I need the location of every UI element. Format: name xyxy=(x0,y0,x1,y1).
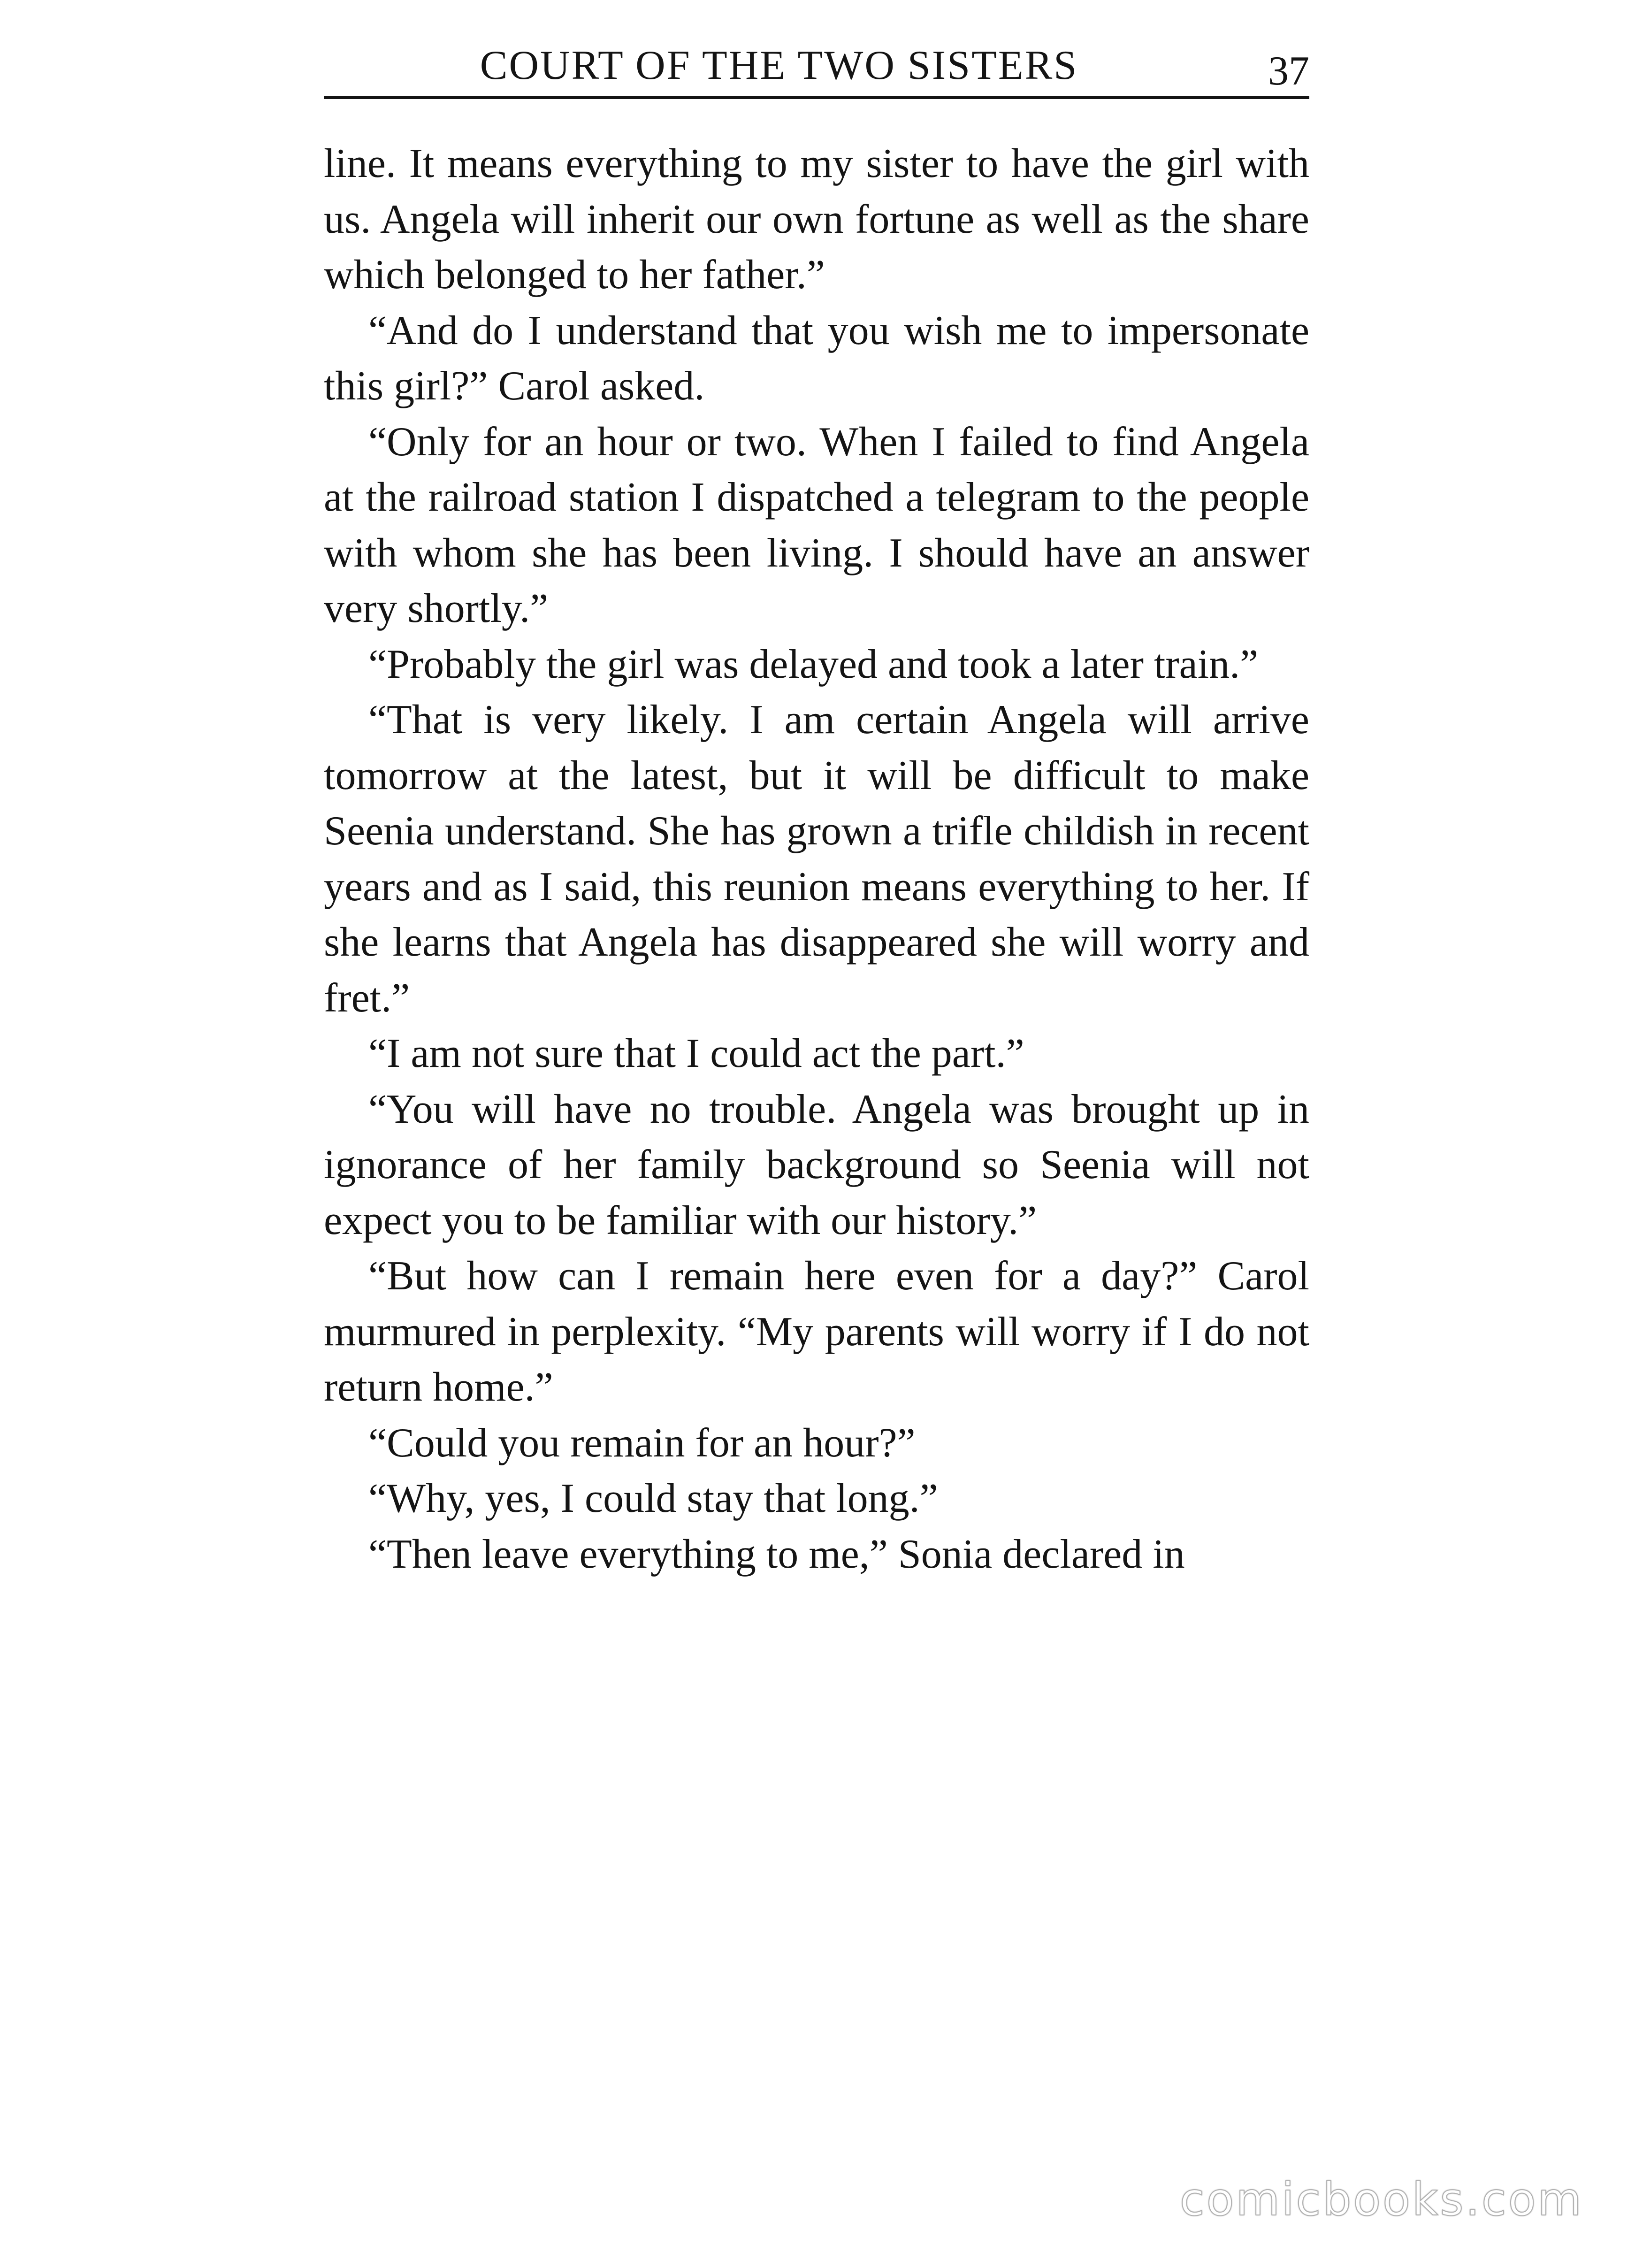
running-head xyxy=(324,38,1309,99)
body-text xyxy=(324,136,1309,1582)
paragraph-5: “That is very likely. I am certain Angela will arrive tomorrow at the latest, but it will be difficult to make Seenia understand. She has grown a trifle childish in recent years and as I said, this reunion means everything to her. If she learns that Angela has disappeared she will worry and fret.” xyxy=(324,697,1309,1021)
paragraph-11: “Then leave everything to me,” Sonia declared in xyxy=(368,1531,1185,1577)
paragraph-2: “And do I understand that you wish me to impersonate this girl?” Carol asked. xyxy=(324,307,1309,409)
paragraph-7: “You will have no trouble. Angela was brought up in ignorance of her family background so Seenia will not expect you to be familiar with our history.” xyxy=(324,1086,1309,1243)
paragraph-1: line. It means everything to my sister to have the girl with us. Angela will inherit our own fortune as well as the share which belonged to her father.” xyxy=(324,141,1309,298)
header-rule xyxy=(324,96,1309,99)
watermark: comicbooks.com xyxy=(1179,2173,1583,2226)
page-number: 37 xyxy=(1268,48,1309,94)
running-title: COURT OF THE TWO SISTERS xyxy=(480,43,1078,88)
paragraph-9: “Could you remain for an hour?” xyxy=(368,1420,916,1466)
paragraph-6: “I am not sure that I could act the part.” xyxy=(368,1031,1024,1076)
paragraph-4: “Probably the girl was delayed and took a later train.” xyxy=(368,641,1259,687)
paragraph-8: “But how can I remain here even for a day?” Carol murmured in perplexity. “My parents will worry if I do not return home.” xyxy=(324,1253,1309,1410)
paragraph-3: “Only for an hour or two. When I failed to find Angela at the railroad station I dispatched a telegram to the people with whom she has been living. I should have an answer very shortly.” xyxy=(324,419,1309,631)
paragraph-10: “Why, yes, I could stay that long.” xyxy=(368,1476,938,1521)
